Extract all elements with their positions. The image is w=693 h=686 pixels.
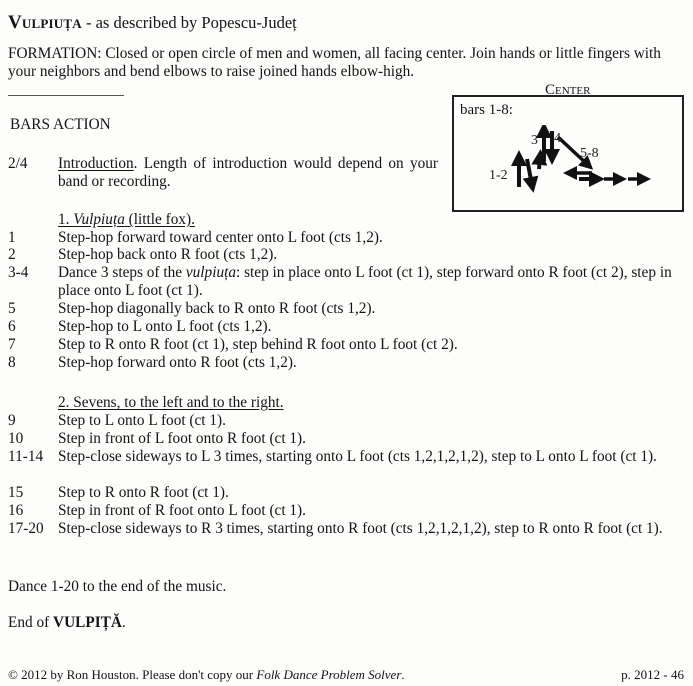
action-text-rest: : step in place onto L foot (ct 1), step forward onto R foot (ct 2), step in place onto L foot (ct 1). bbox=[58, 264, 672, 299]
arrow-bar3-small bbox=[539, 157, 540, 169]
copyright-notice bbox=[8, 667, 405, 683]
bar-number: 17-20 bbox=[8, 520, 44, 537]
bar-number: 3-4 bbox=[8, 264, 29, 281]
formation-text: FORMATION: Closed or open circle of men and women, all facing center. Join hands or little fingers with your neighbors and bend elbows to raise joined hands elbow-high. bbox=[8, 45, 661, 80]
dance-name: Vulpiuța bbox=[8, 12, 82, 33]
bar-number: 15 bbox=[8, 484, 24, 501]
table-row bbox=[8, 229, 688, 247]
diagram-label-5-8: 5-8 bbox=[580, 146, 599, 161]
table-row bbox=[8, 430, 688, 448]
figure-1-name: Vulpiuța bbox=[73, 211, 125, 228]
repeat-instruction: Dance 1-20 to the end of the music. bbox=[8, 578, 227, 595]
diagram-label-1-2: 1-2 bbox=[489, 168, 508, 183]
table-row bbox=[8, 336, 688, 354]
copyright-text: © 2012 by Ron Houston. Please don't copy our bbox=[8, 667, 257, 682]
end-dance-name: VULPIȚĂ bbox=[53, 614, 122, 631]
action-text: Step to R onto R foot (ct 1). bbox=[58, 484, 229, 501]
action-text: Step-hop forward onto R foot (cts 1,2). bbox=[58, 354, 297, 371]
action-text: Step in front of L foot onto R foot (ct 1). bbox=[58, 430, 306, 447]
table-row bbox=[8, 520, 688, 538]
intro-description: . Length of introduction would depend on your band or recording. bbox=[58, 155, 438, 190]
figure-1-title bbox=[58, 211, 195, 228]
bar-number: 11-14 bbox=[8, 448, 44, 465]
figure-1-heading bbox=[8, 211, 688, 229]
bar-number: 10 bbox=[8, 430, 24, 447]
arrow-bar2-back bbox=[527, 159, 532, 185]
action-text: Step-close sideways to R 3 times, starting onto R foot (cts 1,2,1,2,1,2), step to R onto R foot (ct 1). bbox=[58, 520, 663, 537]
end-line bbox=[8, 614, 126, 632]
action-text: Step-hop diagonally back to R onto R foot (cts 1,2). bbox=[58, 300, 376, 317]
page-number: p. 2012 - 46 bbox=[621, 667, 684, 682]
bar-number: 16 bbox=[8, 502, 24, 519]
step-diagram-arrows bbox=[472, 125, 672, 205]
figure-1-number: 1. bbox=[58, 211, 74, 228]
table-row bbox=[8, 412, 688, 430]
figure-2-heading bbox=[8, 394, 688, 412]
table-row bbox=[8, 246, 688, 264]
bars-action-header: BARS ACTION bbox=[10, 116, 111, 133]
diagram-label-4: 4 bbox=[554, 131, 561, 146]
intro-text bbox=[58, 155, 438, 190]
bar-number: 2 bbox=[8, 246, 16, 263]
diagram-label-3: 3 bbox=[531, 133, 538, 148]
figure-2-title: 2. Sevens, to the left and to the right. bbox=[58, 394, 284, 411]
action-text: Step-hop forward toward center onto L foot (cts 1,2). bbox=[58, 229, 383, 246]
action-text bbox=[58, 264, 688, 299]
diagram-caption: bars 1-8: bbox=[460, 102, 513, 118]
action-text: Step-close sideways to L 3 times, starting onto L foot (cts 1,2,1,2,1,2), step to L onto L foot (ct 1). bbox=[58, 448, 657, 465]
copyright-end: . bbox=[401, 667, 405, 682]
figure-1-rest: (little fox). bbox=[124, 211, 195, 228]
action-text-pre: Dance 3 steps of the bbox=[58, 264, 186, 281]
action-text: Step to R onto R foot (ct 1), step behind R foot onto L foot (ct 2). bbox=[58, 336, 458, 353]
table-row bbox=[8, 264, 688, 299]
bar-number: 7 bbox=[8, 336, 16, 353]
section-divider bbox=[8, 95, 124, 96]
bar-number: 9 bbox=[8, 412, 16, 429]
table-row bbox=[8, 300, 688, 318]
center-label: Center bbox=[545, 82, 591, 98]
bar-number: 1 bbox=[8, 229, 16, 246]
dance-source: - as described by Popescu-Județ bbox=[81, 13, 297, 32]
intro-row bbox=[8, 155, 438, 190]
end-suffix: . bbox=[121, 614, 126, 631]
dance-title bbox=[8, 12, 297, 34]
bar-number: 8 bbox=[8, 354, 16, 371]
table-row bbox=[8, 484, 688, 502]
table-row bbox=[8, 354, 688, 372]
step-diagram bbox=[452, 95, 684, 212]
table-row bbox=[8, 318, 688, 336]
bar-number: 5 bbox=[8, 300, 16, 317]
action-text: Step-hop to L onto L foot (cts 1,2). bbox=[58, 318, 272, 335]
intro-label: Introduction bbox=[58, 155, 134, 172]
book-title: Folk Dance Problem Solver bbox=[256, 667, 402, 682]
bar-number: 6 bbox=[8, 318, 16, 335]
table-row bbox=[8, 448, 688, 466]
end-prefix: End of bbox=[8, 614, 54, 631]
action-text: Step in front of R foot onto L foot (ct 1). bbox=[58, 502, 306, 519]
action-text: Step to L onto L foot (ct 1). bbox=[58, 412, 226, 429]
action-text-emphasis: vulpiuța bbox=[185, 264, 236, 281]
meter: 2/4 bbox=[8, 155, 28, 172]
action-text: Step-hop back onto R foot (cts 1,2). bbox=[58, 246, 278, 263]
table-row bbox=[8, 502, 688, 520]
